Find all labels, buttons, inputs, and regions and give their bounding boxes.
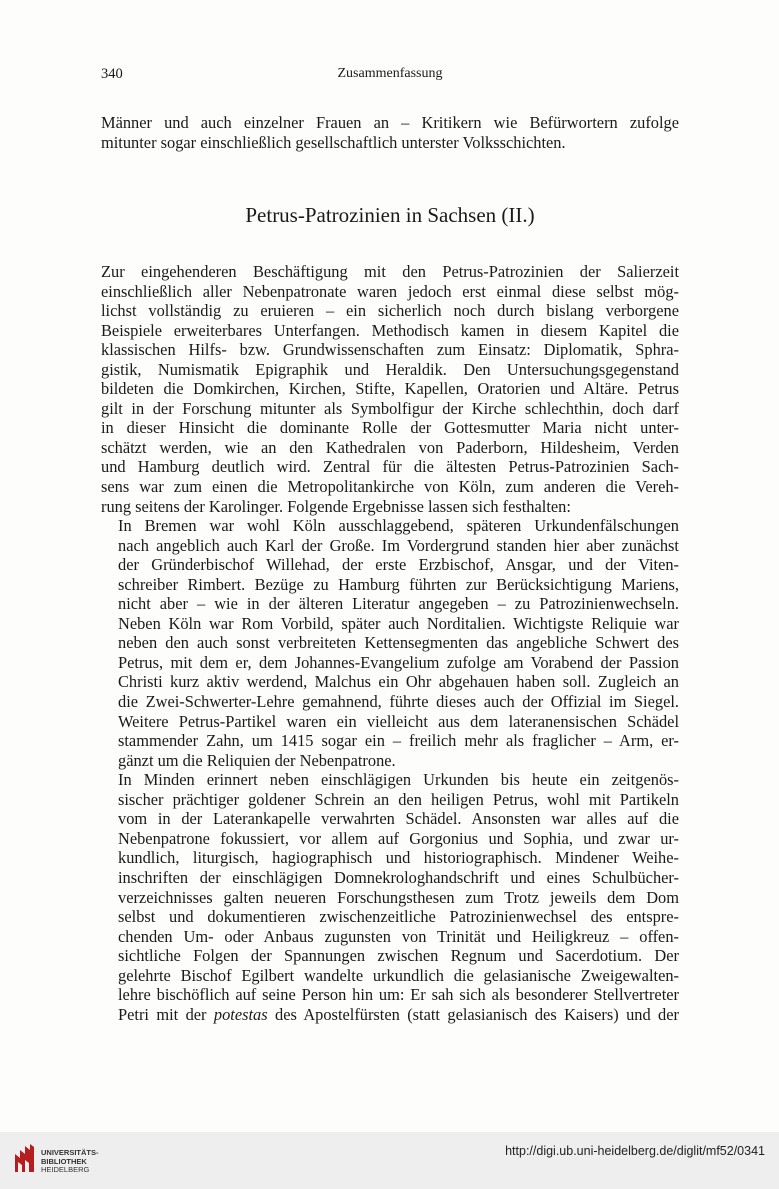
text-line: neben den auch sonst verbreiteten Kettensegmenten das angebliche Schwert des (118, 633, 679, 653)
intro-text (101, 113, 679, 152)
text-line: nach angeblich auch Karl der Große. Im Vordergrund standen hier aber zunächst (118, 535, 679, 555)
text-line: Zur eingehenderen Beschäftigung mit den Petrus-Patrozinien der Salierzeit (101, 262, 679, 281)
text-line: einschließlich aller Nebenpatronate waren jedoch erst einmal diese selbst mög- (101, 281, 679, 301)
text-line: der Gründerbischof Willehad, der erste Erzbischof, Ansgar, und der Viten- (118, 555, 679, 575)
text-line: Beispiele erweiterbares Unterfangen. Methodisch kamen in diesem Kapitel die (101, 320, 679, 340)
text-line: In Minden erinnert neben einschlägigen Urkunden bis heute ein zeitgenös- (118, 770, 679, 790)
text-line: sens war zum einen die Metropolitankirche von Köln, zum anderen die Vereh- (101, 477, 679, 497)
footer-bar (0, 1132, 779, 1189)
text-line: Neben Köln war Rom Vorbild, später auch Norditalien. Wichtigste Reliquie war (118, 613, 679, 633)
page-header (101, 66, 679, 86)
text-line: In Bremen war wohl Köln ausschlaggebend, späteren Urkundenfälschungen (118, 516, 679, 536)
logo-line: UNIVERSITÄTS- (41, 1148, 99, 1157)
logo-text (41, 1149, 99, 1175)
logo-line: HEIDELBERG (41, 1165, 90, 1174)
text-line: vom in der Laterankapelle verwahrten Schädel. Ansonsten war alles auf die (118, 809, 679, 829)
text-line: lichst vollständig zu eruieren – ein sicherlich noch durch bislang verborgene (101, 301, 679, 321)
text-line: schätzt werden, wie an den Kathedralen von Paderborn, Hildesheim, Verden (101, 437, 679, 457)
text-line: verzeichnisses galten neueren Forschungsthesen zum Trotz jeweils dem Dom (118, 887, 679, 907)
text-line: Christi kurz aktiv werdend, Malchus ein Ohr abgehauen haben soll. Zugleich an (118, 672, 679, 692)
text-line: gänzt um die Reliquien der Nebenpatrone. (118, 750, 396, 770)
text-line: selbst und dokumentieren zwischenzeitliche Patrozinienwechsel des entspre- (118, 907, 679, 927)
library-logo[interactable] (12, 1142, 132, 1182)
page-number: 340 (101, 66, 123, 82)
text-line (101, 1005, 679, 1025)
text-line: Nebenpatrone fokussiert, vor allem auf Gorgonius und Sophia, und zwar ur- (118, 828, 679, 848)
section-heading: Petrus-Patrozinien in Sachsen (II.) (245, 203, 535, 227)
text-line: chenden Um- oder Anbaus zugunsten von Trinität und Heiligkreuz – offen- (118, 926, 679, 946)
text-line: gelehrte Bischof Egilbert wandelte urkundlich die gelasianische Zweigewalten- (118, 965, 679, 985)
source-url-link[interactable]: http://digi.ub.uni-heidelberg.de/diglit/mf52/0341 (505, 1144, 765, 1158)
italic-term: potestas (213, 1004, 268, 1024)
text-line: stammender Zahn, um 1415 sogar ein – freilich mehr als fraglicher – Arm, er- (118, 731, 679, 751)
text-line: kundlich, liturgisch, hagiographisch und historiographisch. Mindener Weihe- (118, 848, 679, 868)
text-line: rung seitens der Karolinger. Folgende Ergebnisse lassen sich festhalten: (101, 496, 571, 516)
paragraph (101, 516, 679, 770)
text-line: bildeten die Domkirchen, Kirchen, Stifte, Kapellen, Oratorien und Altäre. Petrus (101, 379, 679, 399)
body-text (101, 262, 679, 1024)
text-line: Weitere Petrus-Partikel waren ein vielleicht aus dem lateranensischen Schädel (118, 711, 679, 731)
running-head: Zusammenfassung (337, 66, 443, 81)
text-line: in dieser Hinsicht die dominante Rolle der Gottesmutter Maria nicht unter- (101, 418, 679, 438)
text-line: Männer und auch einzelner Frauen an – Kritikern wie Befürwortern zufolge (101, 113, 679, 132)
text-fragment: Petri mit der (118, 1004, 214, 1024)
text-line: schreiber Rimbert. Bezüge zu Hamburg führten zur Berücksichtigung Mariens, (118, 574, 679, 594)
library-seal-icon (12, 1142, 38, 1176)
text-line: sischer prächtiger goldener Schrein an den heiligen Petrus, wohl mit Partikeln (118, 789, 679, 809)
text-line: inschriften der einschlägigen Domnekrologhandschrift und eines Schulbücher- (118, 867, 679, 887)
paragraph (101, 770, 679, 1024)
text-line: mitunter sogar einschließlich gesellschaftlich unterster Volksschichten. (101, 132, 566, 152)
text-line: lehre bischöflich auf seine Person hin um: Er sah sich als besonderer Stellvertreter (118, 985, 679, 1005)
text-fragment: des Apostelfürsten (statt gelasianisch des Kaisers) und der (267, 1004, 679, 1024)
text-line: sichtliche Folgen der Spannungen zwischen Regnum und Sacerdotium. Der (118, 946, 679, 966)
text-line: und Hamburg deutlich wird. Zentral für die ältesten Petrus-Patrozinien Sach- (101, 457, 679, 477)
text-line: die Zwei-Schwerter-Lehre gemahnend, führte dieses auch der Offizial im Siegel. (118, 692, 679, 712)
text-line: nicht aber – wie in der älteren Literatur angegeben – zu Patrozinienwechseln. (118, 594, 679, 614)
logo-line: BIBLIOTHEK (41, 1156, 87, 1166)
text-line: Petrus, mit dem er, dem Johannes-Evangelium zufolge am Vorabend der Passion (118, 652, 679, 672)
paragraph (101, 262, 679, 516)
text-line: gistik, Numismatik Epigraphik und Heraldik. Den Untersuchungsgegenstand (101, 359, 679, 379)
text-line: klassischen Hilfs- bzw. Grundwissenschaften zum Einsatz: Diplomatik, Sphra- (101, 340, 679, 360)
text-line: gilt in der Forschung mitunter als Symbolfigur der Kirche schlechthin, doch darf (101, 398, 679, 418)
